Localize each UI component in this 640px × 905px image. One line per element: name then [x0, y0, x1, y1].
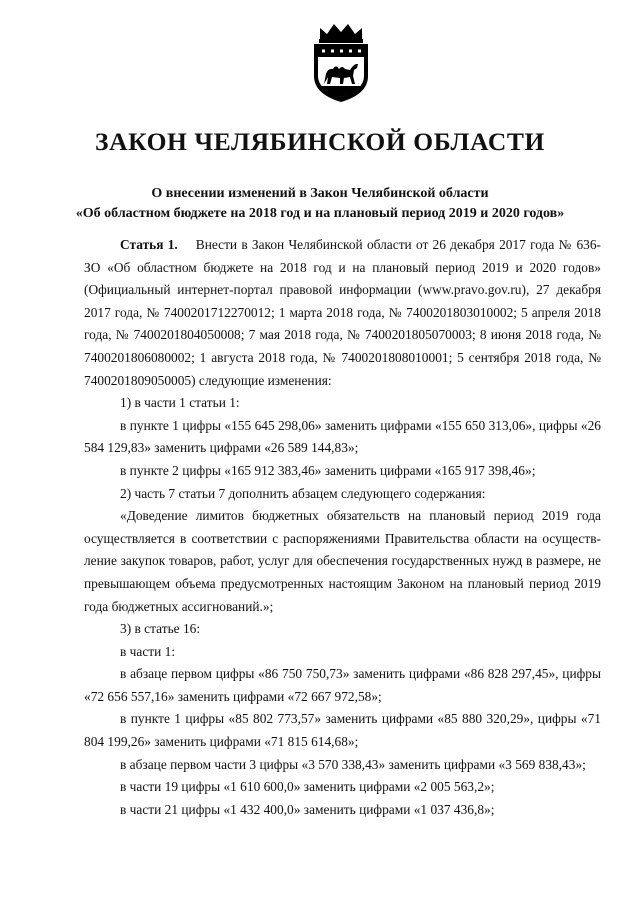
paragraph-7: в части 1: — [120, 643, 176, 659]
paragraph-4: 2) часть 7 статьи 7 дополнить абзацем следующего содержания: — [120, 485, 486, 501]
paragraph-2: в пункте 1 цифры «155 645 298,06» заменить цифрами «155 650 313,06», цифры «26 584 129,83» заменить цифрами «26 589 144,83»; — [84, 417, 601, 456]
paragraph-3: в пункте 2 цифры «165 912 383,46» заменить цифрами «165 917 398,46»; — [120, 462, 536, 478]
paragraph-1: 1) в части 1 статьи 1: — [120, 395, 240, 411]
law-subtitle-line-2: «Об областном бюджете на 2018 год и на плановый период 2019 и 2020 годов» — [75, 206, 565, 221]
paragraph-6: 3) в статье 16: — [120, 621, 201, 637]
law-subtitle-line-1: О внесении изменений в Закон Челябинской области — [151, 186, 489, 201]
law-title: ЗАКОН ЧЕЛЯБИНСКОЙ ОБЛАСТИ — [95, 127, 545, 156]
paragraph-12: в части 21 цифры «1 432 400,0» заменить цифрами «1 037 436,8»; — [120, 801, 495, 817]
paragraph-5: «Доведение лимитов бюджетных обязательств на плановый период 2019 года осуществляется в соответствии с распоряжениями Правительства области на осуществ-ление закупок товаров, работ, услуг для обеспечения государственных нужд в размере, не превышающем объема предусмотренных настоящим Законом на плановый период 2019 года бюджетных ассигнований.»; — [84, 508, 601, 614]
law-body — [84, 234, 601, 821]
article-1-paragraph — [84, 234, 601, 392]
paragraph-9: в пункте 1 цифры «85 802 773,57» заменить цифрами «85 880 320,29», цифры «71 804 199,26» заменить цифрами «71 815 614,68»; — [84, 711, 601, 750]
paragraph-8: в абзаце первом цифры «86 750 750,73» заменить цифрами «86 828 297,45», цифры «72 656 557,16» заменить цифрами «72 667 972,58»; — [84, 666, 601, 704]
article-label: Статья 1. — [120, 237, 178, 252]
paragraph-11: в части 19 цифры «1 610 600,0» заменить цифрами «2 005 563,2»; — [120, 779, 495, 795]
coat-of-arms-icon — [306, 20, 376, 104]
article-intro-text: Внести в Закон Челябинской области от 26 декабря 2017 года № 636-ЗО «Об областном бюджете на 2018 год и на плановый период 2019 и 2020 годов» (Официальный интернет-портал правовой информации (www.pravo.gov.ru), 27 декабря 2017 года, № 7400201712270012; 1 марта 2018 года, № 7400201803010002; 5 апреля 2018 года, № 7400201804050008; 7 мая 2018 года, № 7400201805070003; 8 июня 2018 года, № 7400201806080002; 1 августа 2018 года, № 7400201808010001; 5 сентября 2018 года, № 7400201809050005) следующие изменения: — [84, 237, 601, 388]
paragraph-10: в абзаце первом части 3 цифры «3 570 338,43» заменить цифрами «3 569 838,43»; — [120, 756, 586, 772]
